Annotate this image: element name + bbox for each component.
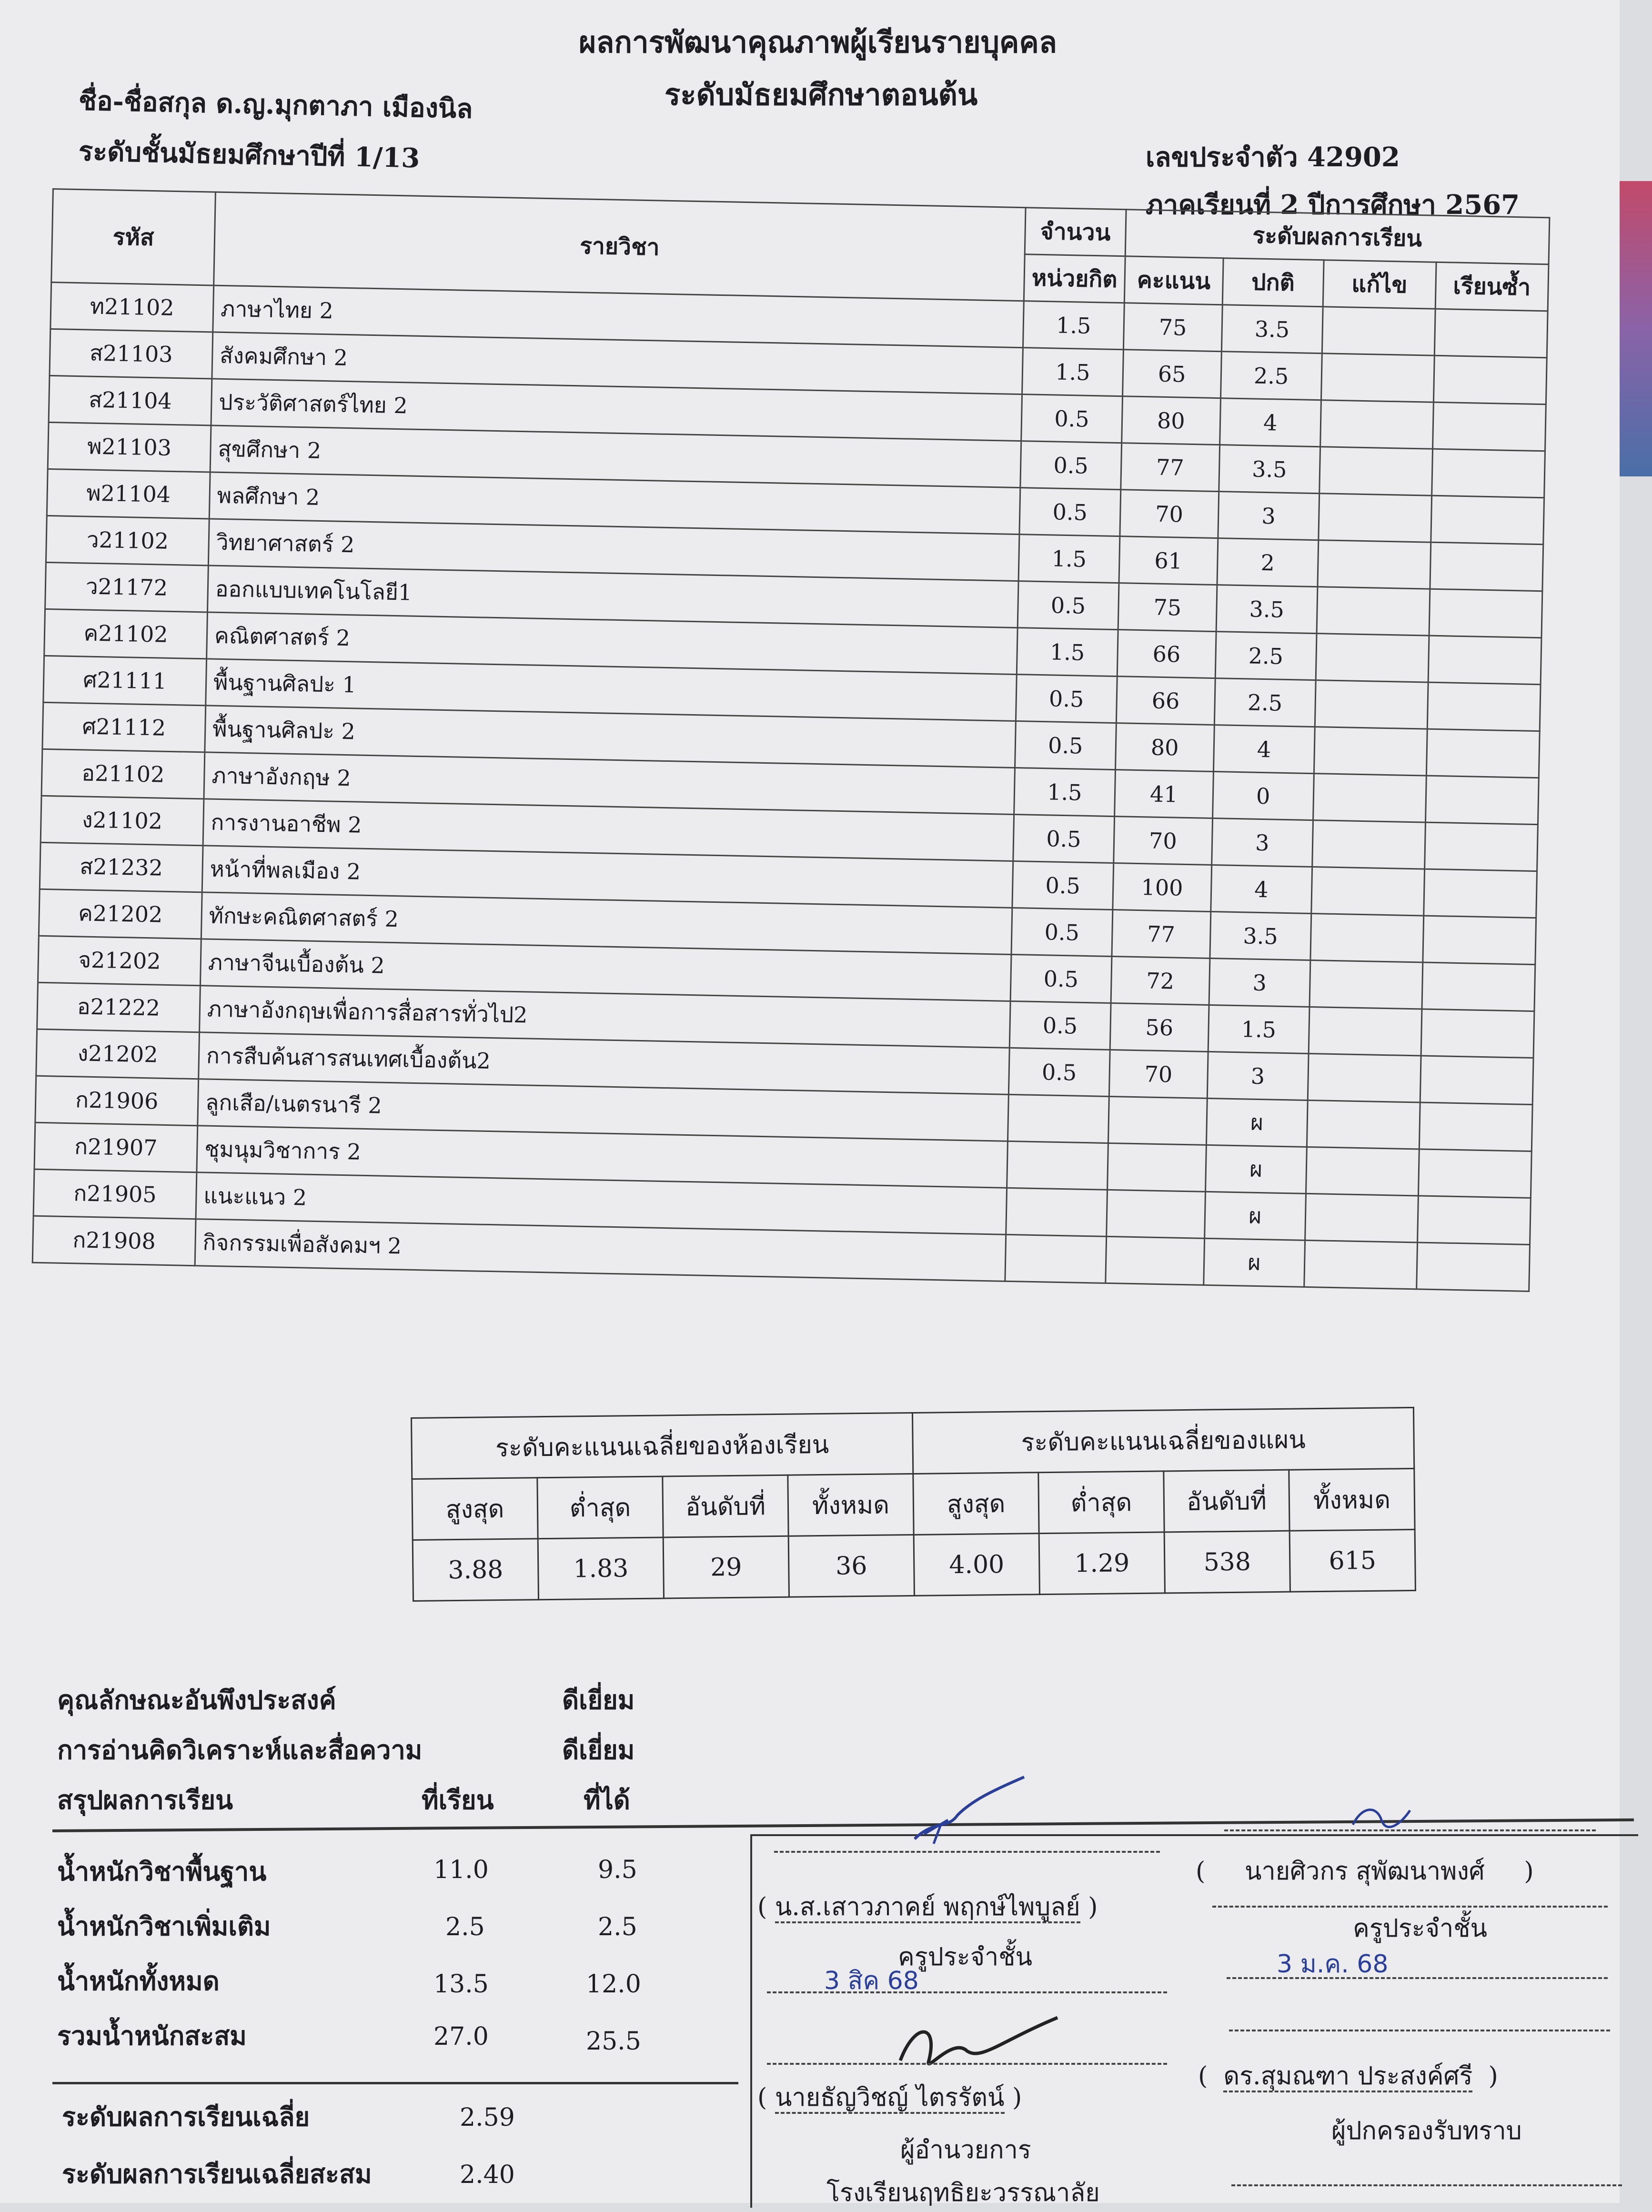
subject-repeat bbox=[1428, 636, 1541, 685]
subject-code: ค21202 bbox=[39, 889, 202, 939]
subject-name: กิจกรรมเพื่อสังคมฯ 2 bbox=[195, 1219, 1006, 1282]
teacher1-name: ( น.ส.เสาวภาคย์ พฤกษ์ไพบูลย์ ) bbox=[757, 1887, 1098, 1926]
subject-credits: 0.5 bbox=[1015, 721, 1117, 770]
gpa-value: 2.59 bbox=[460, 2103, 515, 2132]
subject-score bbox=[1108, 1096, 1207, 1145]
subject-grade: ผ bbox=[1204, 1192, 1306, 1240]
subject-fix bbox=[1315, 680, 1428, 729]
summary-row-label: น้ำหนักทั้งหมด bbox=[57, 1966, 220, 1996]
teacher1-signature bbox=[905, 1772, 1038, 1848]
subject-grade: ผ bbox=[1205, 1145, 1307, 1193]
subject-name: พลศึกษา 2 bbox=[209, 472, 1020, 535]
grade-rows bbox=[32, 282, 1548, 1291]
subject-fix bbox=[1312, 820, 1425, 869]
subject-name: ภาษาอังกฤษ 2 bbox=[204, 752, 1015, 815]
guardian-role: ผู้ปกครองรับทราบ bbox=[1331, 2117, 1522, 2145]
name-line bbox=[1212, 1906, 1608, 1908]
header-score: คะแนน bbox=[1124, 256, 1223, 305]
subject-fix bbox=[1305, 1193, 1418, 1242]
desirable-traits-label: คุณลักษณะอันพึงประสงค์ bbox=[57, 1685, 336, 1715]
subject-credits: 0.5 bbox=[1016, 675, 1117, 723]
subject-code: ก21907 bbox=[34, 1122, 198, 1172]
subject-name: ภาษาอังกฤษเพื่อการสื่อสารทั่วไป2 bbox=[200, 986, 1011, 1048]
subject-name: คณิตศาสตร์ 2 bbox=[207, 612, 1018, 675]
subject-grade: 4 bbox=[1211, 865, 1312, 913]
avg-col-header: สูงสุด bbox=[913, 1473, 1039, 1535]
subject-repeat bbox=[1426, 729, 1540, 778]
subject-repeat bbox=[1423, 869, 1537, 918]
subject-repeat bbox=[1431, 449, 1545, 498]
subject-code: อ21222 bbox=[37, 982, 201, 1032]
avg-col-header: สูงสุด bbox=[412, 1478, 538, 1540]
subject-repeat bbox=[1427, 682, 1541, 731]
avg-value: 3.88 bbox=[413, 1539, 538, 1601]
avg-col-header: อันดับที่ bbox=[663, 1475, 788, 1537]
subject-grade: 3.5 bbox=[1219, 445, 1320, 494]
subject-name: ภาษาไทย 2 bbox=[213, 285, 1024, 348]
subject-grade: 4 bbox=[1219, 398, 1321, 447]
subject-repeat bbox=[1434, 309, 1548, 358]
subject-score: 77 bbox=[1112, 910, 1211, 959]
class-average-header: ระดับคะแนนเฉลี่ยของห้องเรียน bbox=[412, 1413, 913, 1479]
header-code: รหัส bbox=[51, 189, 216, 286]
subject-repeat bbox=[1422, 962, 1535, 1011]
director-signature bbox=[896, 2008, 1067, 2075]
subject-credits: 0.5 bbox=[1008, 1048, 1110, 1096]
subject-name: สุขศึกษา 2 bbox=[210, 425, 1021, 488]
subject-grade: 3.5 bbox=[1221, 305, 1323, 354]
subject-score bbox=[1107, 1143, 1206, 1192]
subject-grade: 3.5 bbox=[1210, 911, 1311, 960]
subject-code: ส21103 bbox=[50, 329, 213, 379]
subject-score bbox=[1106, 1236, 1205, 1285]
subject-grade: ผ bbox=[1204, 1238, 1305, 1287]
cgpa-label: ระดับผลการเรียนเฉลี่ยสะสม bbox=[62, 2159, 372, 2189]
avg-value: 615 bbox=[1289, 1529, 1415, 1592]
subject-credits bbox=[1007, 1094, 1109, 1143]
subject-credits: 0.5 bbox=[1009, 1001, 1111, 1050]
teacher2-signature bbox=[1348, 1796, 1415, 1844]
subject-code: พ21103 bbox=[48, 422, 211, 472]
student-id: เลขประจำตัว 42902 bbox=[1146, 141, 1400, 173]
subject-score: 70 bbox=[1113, 817, 1212, 865]
subject-score: 70 bbox=[1109, 1050, 1208, 1098]
subject-score: 80 bbox=[1115, 723, 1214, 772]
subject-score: 66 bbox=[1116, 677, 1215, 725]
subject-fix bbox=[1308, 1053, 1421, 1102]
subject-code: ก21905 bbox=[33, 1169, 197, 1219]
signature-line bbox=[767, 2063, 1167, 2065]
subject-fix bbox=[1316, 634, 1429, 683]
subject-credits: 0.5 bbox=[1021, 394, 1123, 443]
subject-grade: 2 bbox=[1217, 538, 1319, 587]
avg-value: 538 bbox=[1164, 1531, 1290, 1593]
subject-fix bbox=[1321, 354, 1434, 403]
avg-col-header: อันดับที่ bbox=[1164, 1470, 1289, 1532]
subject-repeat bbox=[1425, 776, 1539, 825]
subject-name: การงานอาชีพ 2 bbox=[203, 799, 1014, 861]
subject-fix bbox=[1319, 494, 1432, 543]
date-line bbox=[1227, 1977, 1608, 1979]
teacher2-role: ครูประจำชั้น bbox=[1353, 1914, 1488, 1943]
subject-fix bbox=[1318, 540, 1431, 589]
subject-code: ก21908 bbox=[32, 1216, 196, 1266]
guardian-name-text: ดร.สุมณฑา ประสงค์ศรี bbox=[1223, 2062, 1472, 2092]
subject-name: วิทยาศาสตร์ 2 bbox=[208, 519, 1019, 581]
subject-repeat bbox=[1420, 1056, 1533, 1105]
subject-fix bbox=[1310, 960, 1423, 1009]
subject-fix bbox=[1311, 867, 1425, 916]
summary-row-label: รวมน้ำหนักสะสม bbox=[57, 2020, 247, 2051]
subject-name: ประวัติศาสตร์ไทย 2 bbox=[211, 379, 1022, 441]
summary-row-earned: 12.0 bbox=[586, 1970, 641, 1999]
subject-repeat bbox=[1416, 1242, 1530, 1292]
subject-grade: 0 bbox=[1212, 772, 1314, 820]
subject-code: ศ21112 bbox=[42, 702, 206, 752]
summary-row-label: น้ำหนักวิชาเพิ่มเติม bbox=[57, 1911, 271, 1941]
desirable-traits-value: ดีเยี่ยม bbox=[562, 1685, 635, 1715]
subject-code: จ21202 bbox=[38, 936, 201, 986]
subject-credits: 0.5 bbox=[1019, 488, 1121, 536]
subject-name: ออกแบบเทคโนโลยี1 bbox=[207, 566, 1018, 628]
subject-fix bbox=[1322, 307, 1435, 356]
subject-code: อ21102 bbox=[41, 749, 205, 799]
subject-repeat bbox=[1417, 1196, 1531, 1245]
subject-name: แนะแนว 2 bbox=[196, 1172, 1007, 1235]
subject-grade: 2.5 bbox=[1215, 632, 1317, 680]
subject-repeat bbox=[1429, 589, 1542, 638]
subject-credits: 0.5 bbox=[1013, 814, 1115, 863]
header-credits: จำนวน bbox=[1025, 208, 1126, 256]
guardian-name: ( ดร.สุมณฑา ประสงค์ศรี ) bbox=[1198, 2056, 1498, 2095]
subject-score: 75 bbox=[1118, 583, 1217, 632]
subject-grade: 3 bbox=[1209, 958, 1310, 1007]
subject-grade: 2.5 bbox=[1220, 352, 1322, 400]
subject-code: ส21104 bbox=[49, 375, 212, 425]
grades-table bbox=[32, 188, 1551, 1292]
subject-credits: 0.5 bbox=[1017, 581, 1119, 630]
avg-value: 1.83 bbox=[538, 1537, 664, 1600]
subject-code: พ21104 bbox=[47, 469, 210, 519]
subject-code: ท21102 bbox=[50, 282, 214, 332]
subject-code: ว21102 bbox=[46, 515, 209, 566]
subject-name: ลูกเสือ/เนตรนารี 2 bbox=[198, 1079, 1009, 1141]
director-role: ผู้อำนวยการ bbox=[900, 2136, 1031, 2164]
student-name: ชื่อ-ชื่อสกุล ด.ญ.มุกตาภา เมืองนิล bbox=[78, 85, 473, 125]
subject-score: 41 bbox=[1114, 770, 1213, 818]
subject-repeat bbox=[1430, 542, 1543, 591]
header-subject: รายวิชา bbox=[214, 192, 1026, 301]
subject-score: 80 bbox=[1121, 396, 1220, 445]
summary-divider-2 bbox=[52, 2082, 738, 2084]
subject-code: ง21202 bbox=[36, 1029, 200, 1079]
subject-score: 66 bbox=[1117, 630, 1216, 678]
report-title: ผลการพัฒนาคุณภาพผู้เรียนรายบุคคล bbox=[579, 25, 1057, 60]
subject-score: 65 bbox=[1122, 350, 1221, 398]
summary-label: สรุปผลการเรียน bbox=[57, 1785, 233, 1815]
subject-repeat bbox=[1421, 1009, 1534, 1058]
subject-name: หน้าที่พลเมือง 2 bbox=[202, 846, 1013, 908]
teacher2-date: 3 ม.ค. 68 bbox=[1277, 1950, 1389, 1979]
subject-credits bbox=[1006, 1188, 1108, 1236]
reading-value: ดีเยี่ยม bbox=[562, 1735, 635, 1765]
subject-credits bbox=[1005, 1234, 1107, 1283]
avg-col-header: ต่ำสุด bbox=[537, 1476, 663, 1539]
summary-row-label: น้ำหนักวิชาพื้นฐาน bbox=[57, 1856, 267, 1887]
plan-average-header: ระดับคะแนนเฉลี่ยของแผน bbox=[912, 1407, 1414, 1474]
summary-row-studied: 27.0 bbox=[433, 2022, 489, 2051]
teacher1-date: 3 สิค 68 bbox=[824, 1967, 919, 1995]
avg-col-header: ทั้งหมด bbox=[788, 1474, 914, 1536]
subject-fix bbox=[1306, 1147, 1419, 1196]
subject-score: 70 bbox=[1120, 490, 1219, 538]
subject-repeat bbox=[1419, 1102, 1532, 1151]
term-year: ภาคเรียนที่ 2 ปีการศึกษา 2567 bbox=[1146, 189, 1520, 221]
school-name: โรงเรียนฤทธิยะวรรณาลัย bbox=[826, 2179, 1100, 2207]
teacher2-name: ( นายศิวกร สุพัฒนาพงศ์ ) bbox=[1196, 1857, 1534, 1886]
report-subtitle: ระดับมัธยมศึกษาตอนต้น bbox=[665, 77, 978, 112]
teacher2-name-text: นายศิวกร สุพัฒนาพงศ์ bbox=[1244, 1857, 1485, 1886]
subject-code: ส21232 bbox=[40, 842, 203, 892]
gpa-label: ระดับผลการเรียนเฉลี่ย bbox=[62, 2101, 310, 2132]
summary-row-earned: 2.5 bbox=[598, 1913, 637, 1941]
subject-score: 100 bbox=[1113, 863, 1212, 912]
subject-credits: 1.5 bbox=[1018, 535, 1120, 583]
subject-repeat bbox=[1418, 1149, 1531, 1198]
subject-credits: 1.5 bbox=[1022, 348, 1124, 396]
subject-grade: 2.5 bbox=[1214, 678, 1316, 727]
summary-row-earned: 9.5 bbox=[598, 1856, 637, 1884]
subject-code: ศ21111 bbox=[43, 656, 207, 706]
header-credits-sub: หน่วยกิต bbox=[1024, 254, 1125, 303]
subject-grade: 3 bbox=[1218, 492, 1320, 540]
subject-fix bbox=[1320, 400, 1433, 449]
cgpa-value: 2.40 bbox=[460, 2161, 515, 2189]
header-fix: แก้ไข bbox=[1323, 260, 1436, 309]
subject-repeat bbox=[1423, 916, 1536, 965]
avg-value: 1.29 bbox=[1039, 1532, 1165, 1595]
subject-score: 75 bbox=[1123, 303, 1222, 352]
subject-code: ค21102 bbox=[44, 609, 208, 659]
avg-col-header: ต่ำสุด bbox=[1038, 1471, 1164, 1534]
subject-grade: 3 bbox=[1211, 818, 1313, 867]
summary-row-studied: 11.0 bbox=[433, 1856, 489, 1884]
teacher1-role: ครูประจำชั้น bbox=[898, 1943, 1033, 1971]
subject-grade: 4 bbox=[1213, 725, 1315, 774]
subject-fix bbox=[1313, 774, 1426, 823]
subject-credits: 1.5 bbox=[1017, 628, 1118, 677]
subject-credits: 0.5 bbox=[1020, 441, 1122, 490]
avg-col-header: ทั้งหมด bbox=[1289, 1468, 1415, 1531]
subject-grade: 3 bbox=[1207, 1051, 1309, 1100]
subject-name: การสืบค้นสารสนเทศเบื้องต้น2 bbox=[199, 1032, 1010, 1095]
subject-name: สังคมศึกษา 2 bbox=[212, 332, 1023, 394]
director-name: ( นายธัญวิชญ์ ไตรรัตน์ ) bbox=[757, 2077, 1022, 2117]
subject-credits: 1.5 bbox=[1014, 768, 1116, 817]
averages-table bbox=[411, 1407, 1416, 1602]
reading-label: การอ่านคิดวิเคราะห์และสื่อความ bbox=[57, 1735, 423, 1765]
teacher1-name-text: น.ส.เสาวภาคย์ พฤกษ์ไพบูลย์ bbox=[775, 1893, 1080, 1923]
summary-row-studied: 2.5 bbox=[445, 1913, 485, 1941]
avg-value: 4.00 bbox=[914, 1534, 1039, 1596]
background-fabric bbox=[1620, 181, 1652, 476]
subject-score: 61 bbox=[1119, 536, 1218, 585]
subject-grade: 3.5 bbox=[1216, 585, 1318, 634]
subject-fix bbox=[1317, 587, 1430, 636]
subject-fix bbox=[1307, 1100, 1420, 1149]
subject-fix bbox=[1304, 1240, 1417, 1289]
subject-score: 72 bbox=[1111, 956, 1210, 1005]
subject-name: ชุมนุมวิชาการ 2 bbox=[197, 1126, 1008, 1188]
signature-line bbox=[1229, 2030, 1610, 2031]
subject-credits: 1.5 bbox=[1023, 301, 1124, 350]
subject-code: ว21172 bbox=[45, 562, 209, 612]
header-level: ระดับผลการเรียน bbox=[1125, 210, 1550, 264]
subject-code: ง21102 bbox=[40, 796, 204, 846]
summary-col-studied: ที่เรียน bbox=[422, 1785, 494, 1815]
subject-name: ภาษาจีนเบื้องต้น 2 bbox=[200, 939, 1011, 1001]
signature-line bbox=[1224, 1829, 1596, 1831]
date-line bbox=[1231, 2184, 1622, 2186]
subject-fix bbox=[1310, 914, 1424, 963]
subject-name: พื้นฐานศิลปะ 2 bbox=[205, 706, 1016, 768]
director-name-text: นายธัญวิชญ์ ไตรรัตน์ bbox=[775, 2083, 1005, 2114]
subject-credits: 0.5 bbox=[1012, 861, 1114, 909]
summary-col-earned: ที่ได้ bbox=[584, 1785, 630, 1815]
subject-fix bbox=[1319, 447, 1432, 496]
subject-name: ทักษะคณิตศาสตร์ 2 bbox=[201, 892, 1012, 955]
subject-score: 56 bbox=[1110, 1003, 1209, 1051]
subject-grade: ผ bbox=[1206, 1098, 1308, 1147]
date-line bbox=[767, 1991, 1167, 1993]
subject-name: พื้นฐานศิลปะ 1 bbox=[206, 659, 1017, 721]
subject-fix bbox=[1309, 1007, 1422, 1056]
summary-row-studied: 13.5 bbox=[433, 1970, 489, 1999]
subject-credits: 0.5 bbox=[1011, 908, 1113, 956]
header-repeat: เรียนซ้ำ bbox=[1435, 262, 1549, 311]
summary-row-earned: 25.5 bbox=[586, 2027, 641, 2056]
subject-fix bbox=[1314, 727, 1427, 776]
subject-repeat bbox=[1431, 495, 1544, 545]
subject-repeat bbox=[1424, 822, 1538, 871]
subject-repeat bbox=[1432, 402, 1546, 451]
subject-credits bbox=[1007, 1141, 1108, 1190]
subject-score bbox=[1106, 1190, 1205, 1238]
header-normal: ปกติ bbox=[1222, 258, 1324, 307]
subject-code: ก21906 bbox=[35, 1076, 199, 1126]
subject-grade: 1.5 bbox=[1208, 1005, 1310, 1053]
subject-score: 77 bbox=[1121, 443, 1220, 492]
avg-value: 36 bbox=[788, 1535, 914, 1597]
subject-credits: 0.5 bbox=[1010, 954, 1112, 1003]
class-level: ระดับชั้นมัธยมศึกษาปีที่ 1/13 bbox=[78, 135, 420, 174]
subject-repeat bbox=[1433, 355, 1547, 404]
avg-value: 29 bbox=[663, 1536, 789, 1598]
signature-line bbox=[774, 1851, 1160, 1853]
